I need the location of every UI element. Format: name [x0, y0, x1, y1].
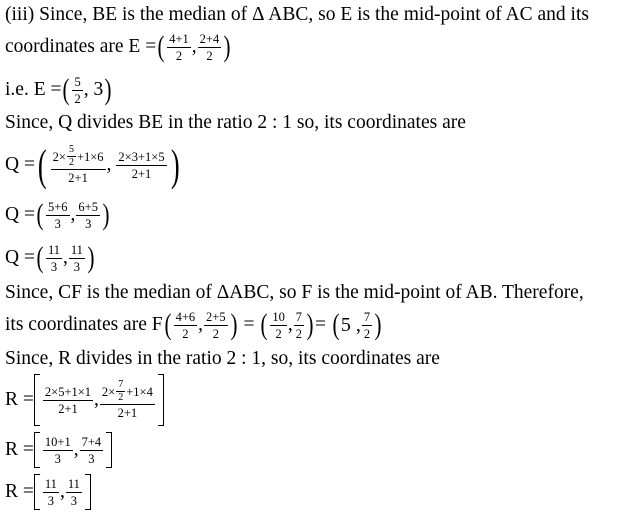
comma: ,	[287, 314, 293, 335]
eq-prefix: i.e. E =	[5, 79, 62, 100]
eq-prefix: its coordinates are F	[5, 314, 163, 335]
comma: ,	[94, 389, 99, 410]
denominator: 2	[74, 91, 81, 106]
inner-fraction	[67, 145, 76, 168]
fraction	[294, 310, 304, 341]
num-part: 2×	[52, 149, 66, 164]
close-bracket	[85, 474, 91, 510]
comma: ,	[73, 439, 79, 460]
open-paren: (	[37, 140, 47, 190]
eq-lhs: Q =	[5, 154, 35, 175]
close-paren: )	[87, 241, 95, 274]
comma: ,	[70, 204, 76, 225]
open-paren: (	[62, 73, 70, 106]
denominator: 2	[182, 326, 189, 341]
open-paren: (	[260, 308, 268, 341]
numerator: 11	[70, 242, 83, 257]
open-paren: (	[164, 308, 172, 341]
fraction	[204, 310, 228, 341]
fraction	[46, 200, 70, 231]
eq-lhs: Q =	[5, 204, 35, 225]
numerator	[100, 380, 155, 405]
close-paren: )	[223, 30, 231, 63]
eq-e-result	[5, 70, 113, 110]
eq-r-step1	[5, 372, 164, 428]
numerator: 11	[47, 242, 61, 257]
denominator: 2	[363, 326, 371, 341]
close-bracket	[158, 374, 164, 426]
denominator: 2	[295, 326, 302, 341]
numerator: 7+4	[81, 434, 102, 449]
fraction	[116, 150, 166, 181]
equals: =	[314, 314, 331, 335]
open-paren: (	[36, 241, 44, 274]
eq-e-coordinates	[5, 27, 232, 67]
fraction	[362, 310, 372, 341]
close-paren: )	[170, 140, 180, 190]
fraction	[43, 435, 73, 466]
denominator: 3	[54, 451, 61, 466]
fraction	[198, 32, 222, 63]
denominator: 2+1	[117, 406, 138, 420]
text-line-r-divides: Since, R divides in the ratio 2 : 1, so, its coordinates are	[5, 348, 440, 369]
denominator: 2	[206, 48, 213, 63]
fraction	[46, 243, 62, 274]
denominator: 3	[54, 216, 61, 231]
fraction	[100, 380, 155, 420]
eq-f-coordinates	[5, 305, 383, 345]
denominator: 3	[47, 493, 55, 508]
open-bracket	[34, 474, 40, 510]
denominator: 3	[50, 259, 58, 274]
num-part: +1×4	[126, 384, 153, 399]
denominator: 3	[88, 451, 95, 466]
text-line-median-cf: Since, CF is the median of ΔABC, so F is the mid-point of AB. Therefore,	[5, 282, 584, 303]
close-paren: )	[230, 308, 238, 341]
fraction	[76, 200, 100, 231]
eq-lhs: R =	[5, 439, 34, 460]
comma: ,	[59, 481, 65, 502]
numerator: 2+5	[206, 309, 226, 324]
numerator: 10+1	[44, 434, 71, 449]
eq-q-result	[5, 238, 96, 278]
denominator: 2	[212, 326, 219, 341]
inner-fraction	[116, 380, 125, 403]
numerator: 2×3+1×5	[118, 149, 165, 164]
num-part: 2×	[101, 384, 116, 399]
denominator: 3	[73, 259, 81, 274]
comma: ,	[191, 36, 197, 57]
comma: ,	[106, 154, 112, 175]
fraction	[174, 310, 198, 341]
numerator: 10	[272, 309, 285, 324]
numerator: 5	[74, 74, 81, 89]
denominator: 2+1	[131, 166, 152, 181]
fraction	[69, 243, 85, 274]
open-bracket	[34, 374, 40, 426]
close-bracket	[106, 432, 112, 468]
denominator: 3	[85, 216, 92, 231]
numerator: 4+6	[175, 309, 196, 324]
numerator: 2+4	[199, 31, 220, 46]
close-paren: )	[374, 308, 382, 341]
denominator: 3	[70, 493, 77, 508]
denominator: 2+1	[58, 401, 78, 416]
numerator: 7	[363, 309, 371, 324]
text-line-median-be: (iii) Since, BE is the median of Δ ABC, so E is the mid-point of AC and its	[5, 4, 589, 25]
fraction	[80, 435, 104, 466]
equals: =	[238, 314, 260, 335]
open-bracket	[34, 432, 40, 468]
text-line-q-divides: Since, Q divides BE in the ratio 2 : 1 so, its coordinates are	[5, 112, 466, 133]
denominator: 2	[118, 392, 124, 403]
fraction	[167, 32, 191, 63]
value-five: 5 ,	[340, 313, 361, 336]
eq-r-step2	[5, 430, 112, 470]
denominator: 2	[68, 157, 74, 168]
close-paren: )	[104, 73, 112, 106]
num-part: +1×6	[76, 149, 104, 164]
fraction	[43, 477, 59, 508]
numerator: 11	[67, 476, 80, 491]
comma: ,	[198, 314, 204, 335]
fraction	[43, 385, 93, 416]
eq-prefix: coordinates are E =	[5, 36, 157, 57]
eq-tail: , 3	[83, 79, 104, 100]
open-paren: (	[36, 198, 44, 231]
fraction	[66, 477, 82, 508]
eq-q-step2	[5, 195, 111, 235]
eq-r-result	[5, 472, 91, 512]
denominator: 2	[175, 48, 183, 63]
open-paren: (	[332, 308, 340, 341]
fraction	[51, 145, 106, 185]
open-paren: (	[157, 30, 165, 63]
numerator	[51, 145, 106, 170]
fraction	[270, 310, 287, 341]
eq-lhs: R =	[5, 389, 34, 410]
numerator: 5	[68, 144, 74, 155]
denominator: 2+1	[68, 171, 88, 185]
numerator: 2×5+1×1	[44, 384, 92, 399]
numerator: 6+5	[78, 199, 98, 214]
eq-q-step1	[5, 137, 182, 193]
eq-lhs: Q =	[5, 247, 35, 268]
numerator: 4+1	[169, 31, 189, 46]
numerator: 7	[118, 379, 124, 390]
numerator: 11	[44, 476, 57, 491]
numerator: 7	[295, 309, 302, 324]
comma: ,	[63, 247, 68, 268]
numerator: 5+6	[47, 199, 68, 214]
close-paren: )	[102, 198, 110, 231]
eq-lhs: R =	[5, 481, 34, 502]
denominator: 2	[275, 326, 282, 341]
close-paren: )	[306, 308, 314, 341]
fraction	[72, 75, 82, 106]
